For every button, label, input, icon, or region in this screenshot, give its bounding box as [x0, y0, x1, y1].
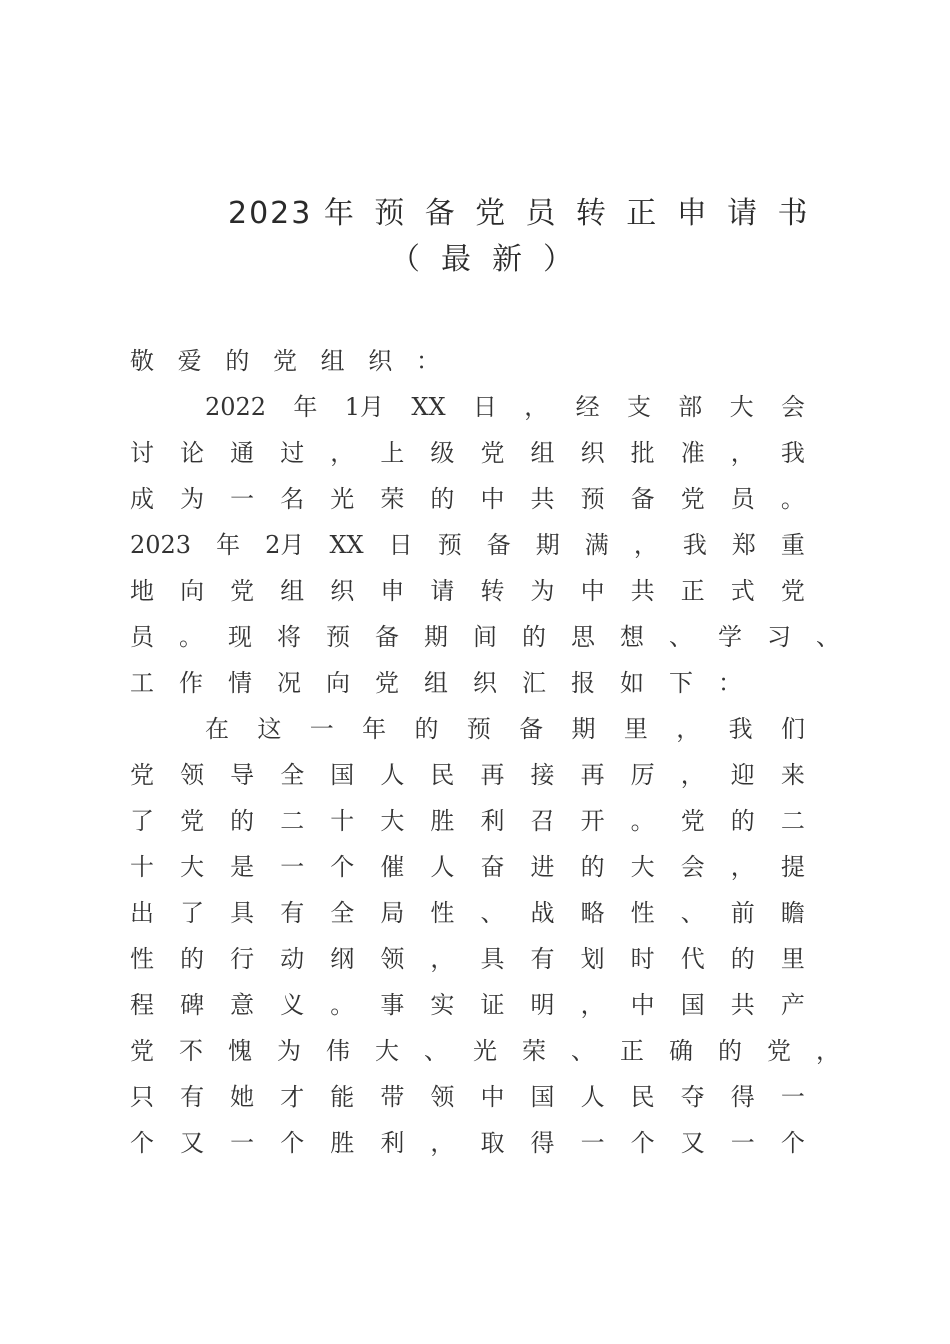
body-line: 地 向 党 组 织 申 请 转 为 中 共 正 式 党: [130, 577, 805, 605]
body-line: 性 的 行 动 纲 领 ， 具 有 划 时 代 的 里: [130, 945, 805, 973]
body-line: 成 为 一 名 光 荣 的 中 共 预 备 党 员 。: [130, 485, 805, 513]
body-line: 了 党 的 二 十 大 胜 利 召 开 。 党 的 二: [130, 807, 805, 835]
body-line: 党 领 导 全 国 人 民 再 接 再 厉 ， 迎 来: [130, 761, 805, 789]
salutation: 敬 爱 的 党 组 织 ：: [130, 347, 440, 375]
body-line: 十 大 是 一 个 催 人 奋 进 的 大 会 ， 提: [130, 853, 805, 881]
body-line: 讨 论 通 过 ， 上 级 党 组 织 批 准 ， 我: [130, 439, 805, 467]
body-line: 程 碑 意 义 。 事 实 证 明 ， 中 国 共 产: [130, 991, 805, 1019]
body-line: 2022 年 1月 XX 日 ， 经 支 部 大 会: [205, 393, 805, 421]
body-line: 员 。 现 将 预 备 期 间 的 思 想 、 学 习 、: [130, 623, 840, 651]
body-line: 个 又 一 个 胜 利 ， 取 得 一 个 又 一 个: [130, 1129, 805, 1157]
document-title: 2023 年预备党员转正申请书: [228, 196, 828, 231]
body-line: 工 作 情 况 向 党 组 织 汇 报 如 下 ：: [130, 669, 742, 697]
body-line: 在 这 一 年 的 预 备 期 里 ， 我 们: [205, 715, 805, 743]
body-line: 党 不 愧 为 伟 大 、 光 荣 、 正 确 的 党 ，: [130, 1037, 840, 1065]
body-line: 出 了 具 有 全 局 性 、 战 略 性 、 前 瞻: [130, 899, 805, 927]
body-line: 只 有 她 才 能 带 领 中 国 人 民 夺 得 一: [130, 1083, 805, 1111]
body-line: 2023 年 2月 XX 日 预 备 期 满 ， 我 郑 重: [130, 531, 805, 559]
document-subtitle: （最新）: [390, 242, 594, 277]
